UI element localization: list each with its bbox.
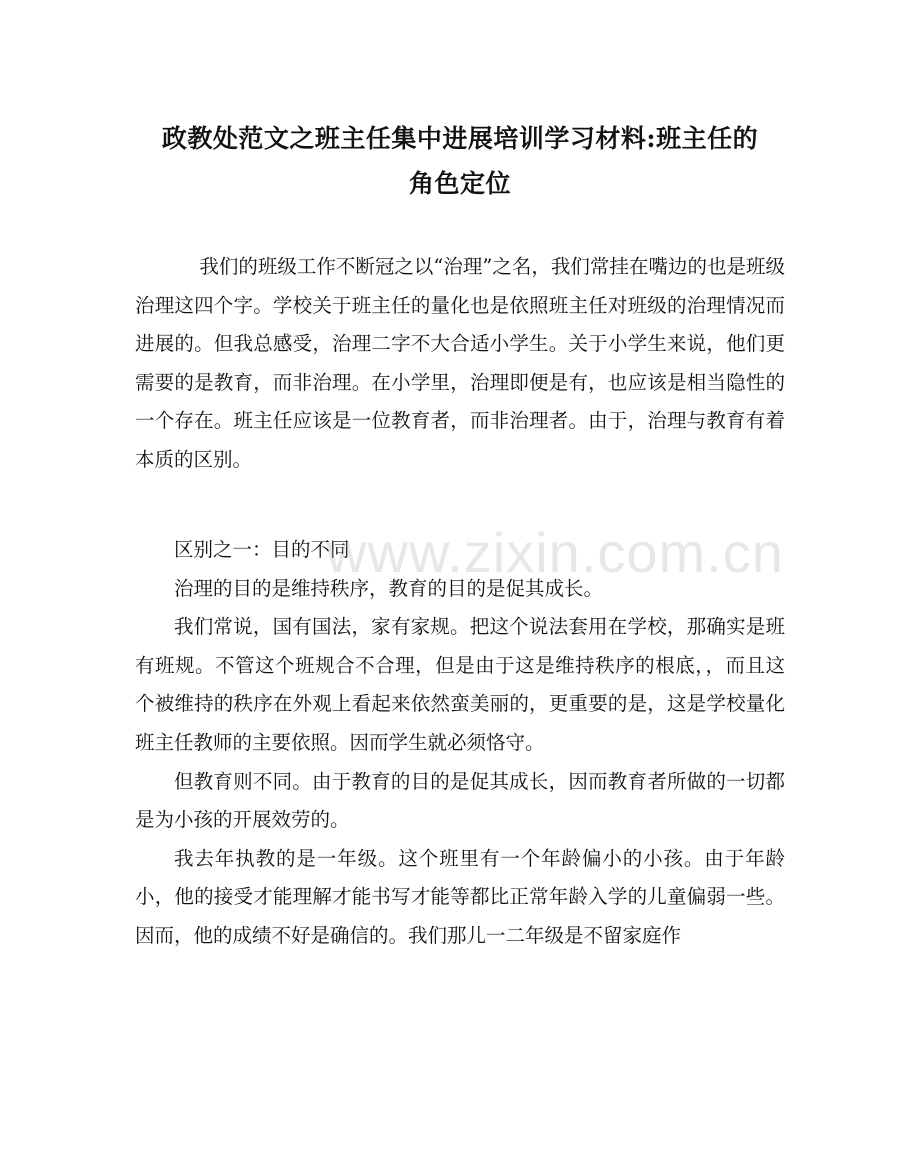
section-heading: 区别之一：目的不同 [174,538,350,561]
paragraph-block-main [135,531,785,956]
paragraph: 我们常说，国有国法，家有家规。把这个说法套用在学校，那确实是班有班规。不管这个班规合不合理，但是由于这是维持秩序的根底，，而且这个被维持的秩序在外观上看起来依然蛮美丽的，更重要的是，这是学校量化班主任教师的主要依照。因而学生就必须恪守。 [135,615,785,754]
paragraph: 但教育则不同。由于教育的目的是促其成长，因而教育者所做的一切都是为小孩的开展效劳的。 [135,769,785,832]
watermark: www.zixin.com.cn [326,521,784,584]
title-line-1: 政教处范文之班主任集中进展培训学习材料:班主任的 [161,124,759,153]
paragraph-block-intro [135,248,785,480]
paragraph: 治理的目的是维持秩序，教育的目的是促其成长。 [174,576,604,600]
document-title [120,116,800,206]
paragraph-intro: 我们的班级工作不断冠之以“治理”之名，我们常挂在嘴边的也是班级治理这四个字。学校关于班主任的量化也是依照班主任对班级的治理情况而进展的。但我总感受，治理二字不大合适小学生。关于小学生来说，他们更需要的是教育，而非治理。在小学里，治理即便是有，也应该是相当隐性的一个存在。班主任应该是一位教育者，而非治理者。由于，治理与教育有着本质的区别。 [135,255,785,471]
paragraph: 我去年执教的是一年级。这个班里有一个年龄偏小的小孩。由于年龄小，他的接受才能理解才能书写才能等都比正常年龄入学的儿童偏弱一些。因而，他的成绩不好是确信的。我们那儿一二年级是不留家庭作 [135,846,785,947]
title-line-2: 角色定位 [408,169,511,198]
